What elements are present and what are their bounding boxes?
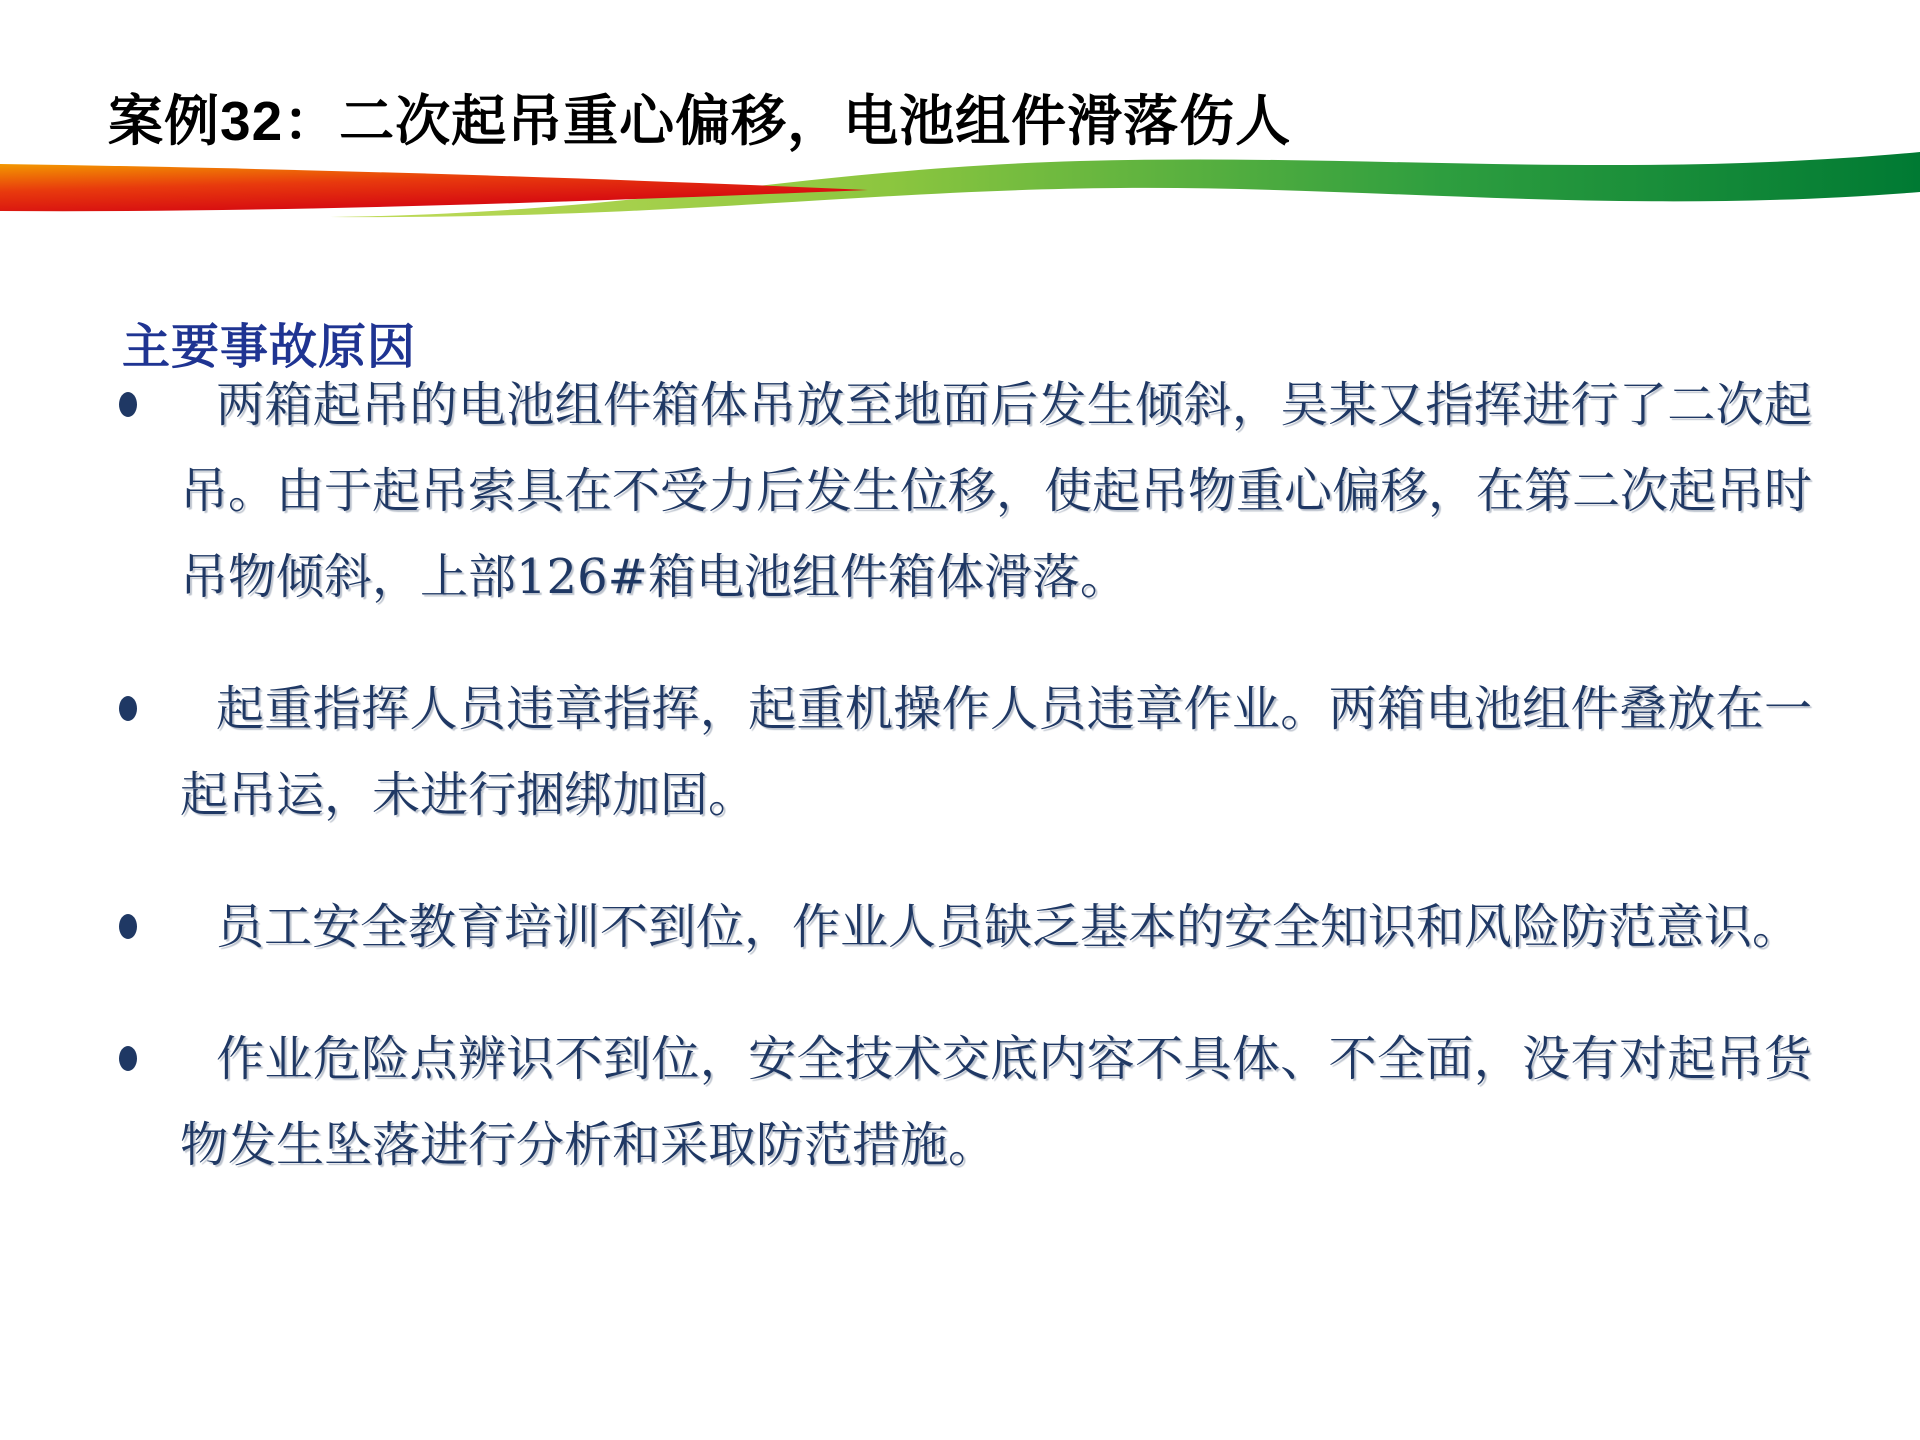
bullet-dot-icon: [119, 392, 137, 417]
list-item: [0, 666, 1812, 838]
cause-bullet-list: [0, 362, 1812, 1234]
list-item: [0, 884, 1812, 970]
bullet-dot-icon: [119, 696, 137, 721]
page-title: 案例32：二次起吊重心偏移，电池组件滑落伤人: [108, 89, 1292, 152]
bullet-text: 两箱起吊的电池组件箱体吊放至地面后发生倾斜，吴某又指挥进行了二次起吊。由于起吊索具在不受力后发生位移，使起吊物重心偏移，在第二次起吊时吊物倾斜，上部126#箱电池组件箱体滑落。: [180, 377, 1813, 605]
list-item: [0, 362, 1812, 620]
bullet-text: 员工安全教育培训不到位，作业人员缺乏基本的安全知识和风险防范意识。: [216, 899, 1801, 955]
bullet-dot-icon: [119, 1046, 137, 1071]
section-heading: 主要事故原因: [122, 320, 417, 374]
list-item: [0, 1016, 1812, 1188]
bullet-text: 起重指挥人员违章指挥，起重机操作人员违章作业。两箱电池组件叠放在一起吊运，未进行捆绑加固。: [180, 681, 1812, 823]
wave-ribbon-divider: [0, 138, 1920, 220]
bullet-text: 作业危险点辨识不到位，安全技术交底内容不具体、不全面，没有对起吊货物发生坠落进行分析和采取防范措施。: [180, 1031, 1812, 1173]
bullet-dot-icon: [119, 914, 137, 939]
